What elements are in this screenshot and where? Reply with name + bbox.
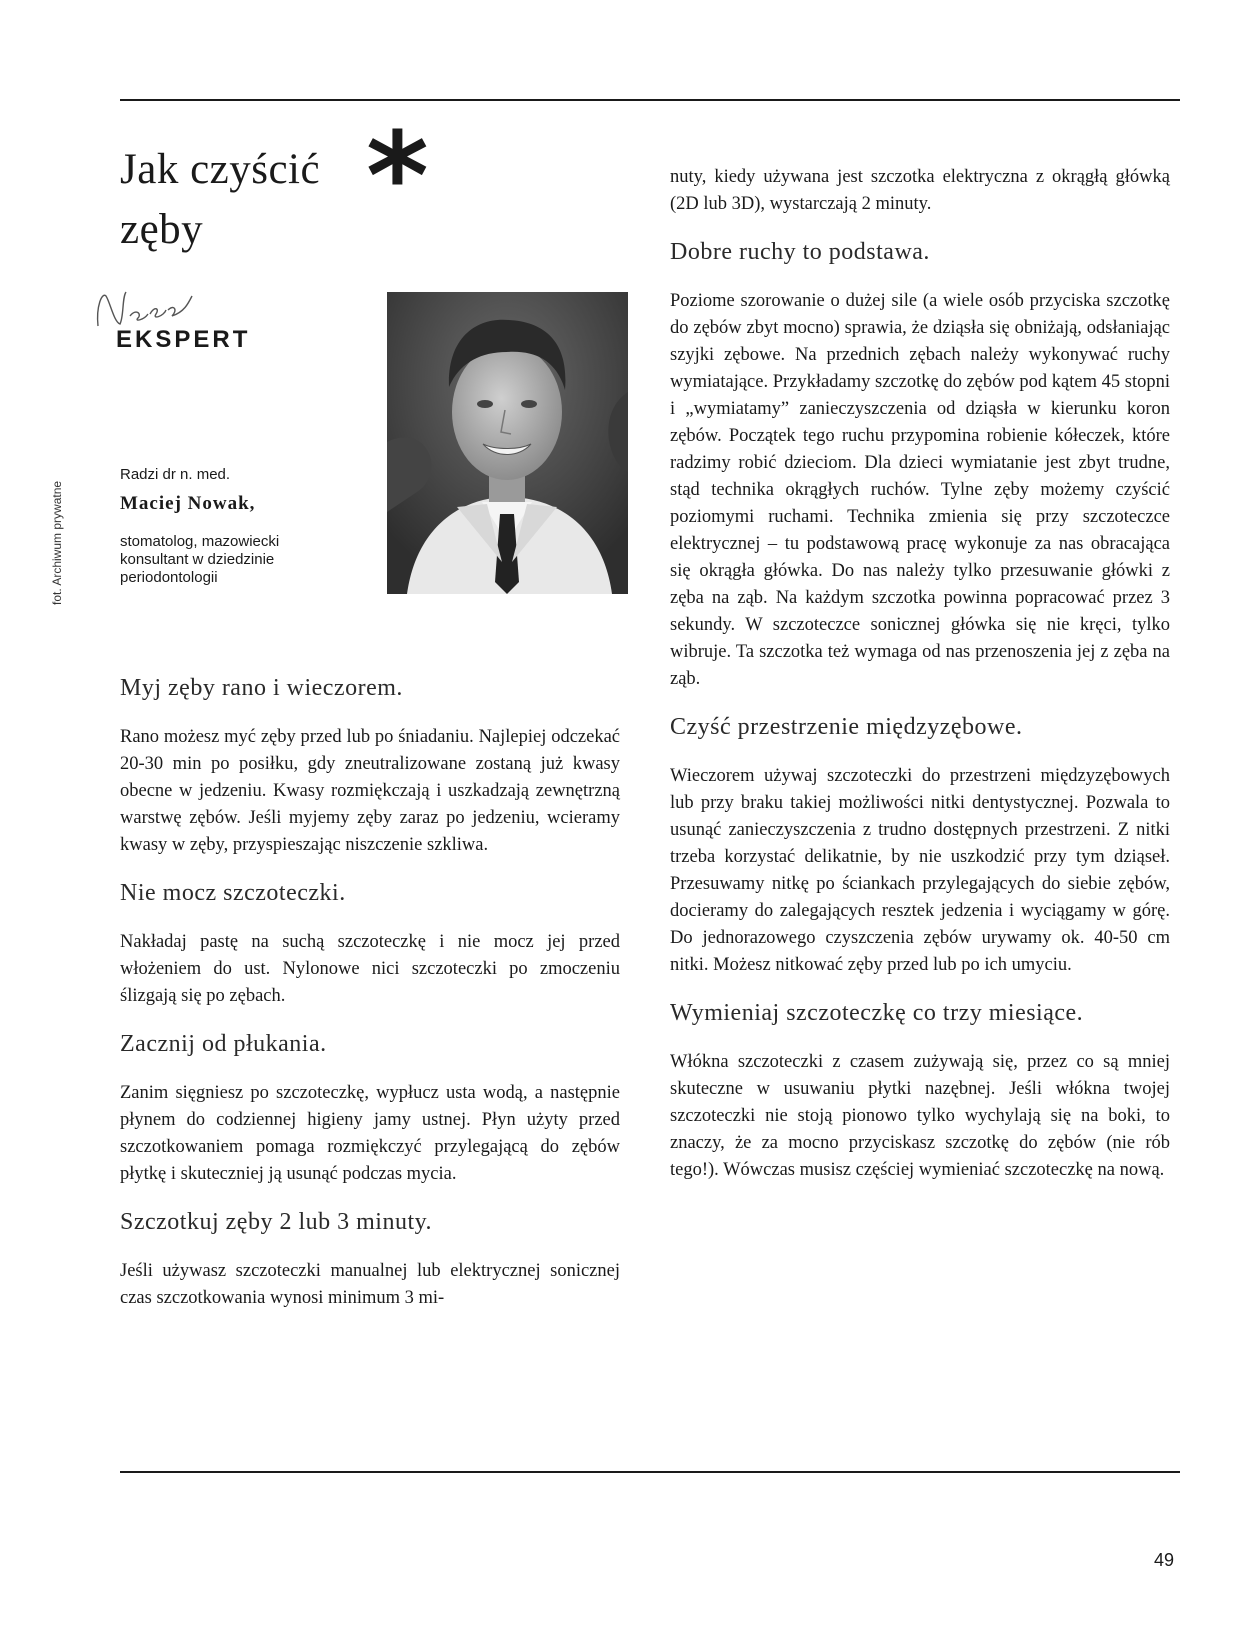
section-heading: Myj zęby rano i wieczorem. <box>120 675 403 701</box>
right-column <box>670 164 1170 1202</box>
left-column <box>120 672 620 1330</box>
section-heading: Wymieniaj szczoteczkę co trzy miesiące. <box>670 1000 1084 1026</box>
section-text: Poziome szorowanie o dużej sile (a wiele osób przyciska szczotkę do zębów zbyt mocno) sprawia, że dziąsła się obniżają, odsłaniając szyjki zębowe. Na przednich zębach należy wykonywać ruchy wymiatające. Przykładamy szczotkę do zębów pod kątem 45 stopni i „wymiatamy” zanieczyszczenia od dziąsła w kierunku koron zębów. Początek tego ruchu przypomina robienie kółeczek, które radzimy robić dzieciom. Dla dzieci wymiatanie jest zbyt trudne, stąd technika okrągłych ruchów. Tylne zęby możemy czyścić poziomymi ruchami. Technika zmienia się przy szczoteczce elektrycznej – tu podstawową pracę wykonuje za nas obracająca się okrągła główka. Do nas należy tylko przesuwanie główki z zęba na ząb. Na każdym szczotka powinna popracować przez 3 sekundy. W szczoteczce sonicznej główka się nie kręci, tylko wibruje. Ta szczotka też wymaga od nas przenoszenia jej z zęba na ząb. <box>670 291 1170 689</box>
section-heading: Dobre ruchy to podstawa. <box>670 239 930 265</box>
section-text: Jeśli używasz szczoteczki manualnej lub elektrycznej sonicznej czas szczotkowania wynosi minimum 3 mi- <box>120 1261 620 1308</box>
section-miedzyzebowe <box>670 711 1170 979</box>
top-rule <box>120 99 1180 101</box>
section-text: nuty, kiedy używana jest szczotka elektryczna z okrągłą główką (2D lub 3D), wystarczają 2 minuty. <box>670 167 1170 214</box>
section-text: Włókna szczoteczki z czasem zużywają się, przez co są mniej skuteczne w usuwaniu płytki nazębnej. Jeśli włókna twojej szczoteczki nie stoją pionowo tylko wychylają się na boki, to znaczy, że za mocno przyciskasz szczotkę do zębów (nie rób tego!). Wówczas musisz częściej wymieniać szczoteczkę na nową. <box>670 1052 1170 1180</box>
expert-portrait <box>387 292 628 594</box>
article-title: Jak czyścić zęby <box>120 146 321 253</box>
section-text: Rano możesz myć zęby przed lub po śniadaniu. Najlepiej odczekać 20-30 min po posiłku, gdy zneutralizowane zostaną już kwasy obecne w jedzeniu. Kwasy rozmiękczają i uszkadzają zewnętrzną warstwę zębów. Jeśli myjemy zęby zaraz po jedzeniu, wcieramy kwasy w zęby, przyspieszając niszczenie szkliwa. <box>120 727 620 855</box>
section-myj-zeby <box>120 672 620 859</box>
section-plukanie <box>120 1028 620 1188</box>
expert-byline <box>120 466 320 587</box>
photo-credit: fot. Archiwum prywatne <box>50 480 64 605</box>
section-dobre-ruchy <box>670 236 1170 693</box>
section-wymieniaj <box>670 997 1170 1184</box>
byline-name: Maciej Nowak, <box>120 493 256 514</box>
byline-role: stomatolog, mazowiecki konsultant w dziedzinie periodontologii <box>120 533 280 586</box>
section-nie-mocz <box>120 877 620 1010</box>
section-heading: Zacznij od płukania. <box>120 1031 327 1057</box>
section-heading: Szczotkuj zęby 2 lub 3 minuty. <box>120 1209 433 1235</box>
section-szczotkuj <box>120 1206 620 1312</box>
section-heading: Czyść przestrzenie międzyzębowe. <box>670 714 1023 740</box>
asterisk-icon: * <box>366 108 429 247</box>
page-number: 49 <box>1154 1550 1175 1570</box>
byline-prefix: Radzi dr n. med. <box>120 466 231 483</box>
bottom-rule <box>120 1471 1180 1473</box>
section-text: Wieczorem używaj szczoteczki do przestrzeni międzyzębowych lub przy braku takiej możliwości nitki dentystycznej. Pozwala to usunąć zanieczyszczenia z trudno dostępnych przestrzeni. Z nitki trzeba korzystać delikatnie, by nie uszkodzić przy tym dziąseł. Przesuwamy nitkę po ściankach przylegających do siebie zębów, docieramy do zalegających resztek jedzenia i wyciągamy w górę. Do jednorazowego czyszczenia zębów urywamy ok. 40-50 cm nitki. Możesz nitkować zęby przed lub po ich umyciu. <box>670 766 1170 975</box>
expert-label: EKSPERT <box>116 326 251 353</box>
section-heading: Nie mocz szczoteczki. <box>120 880 346 906</box>
expert-badge <box>92 286 272 356</box>
section-text: Nakładaj pastę na suchą szczoteczkę i nie mocz jej przed włożeniem do ust. Nylonowe nici szczoteczki po zmoczeniu ślizgają się po zębach. <box>120 932 620 1006</box>
section-continuation <box>670 164 1170 218</box>
section-text: Zanim sięgniesz po szczoteczkę, wypłucz usta wodą, a następnie płynem do codziennej higieny jamy ustnej. Płyn użyty przed szczotkowaniem pomaga rozmiękczyć przylegającą do zębów płytkę i skuteczniej ją usunąć podczas mycia. <box>120 1083 620 1184</box>
